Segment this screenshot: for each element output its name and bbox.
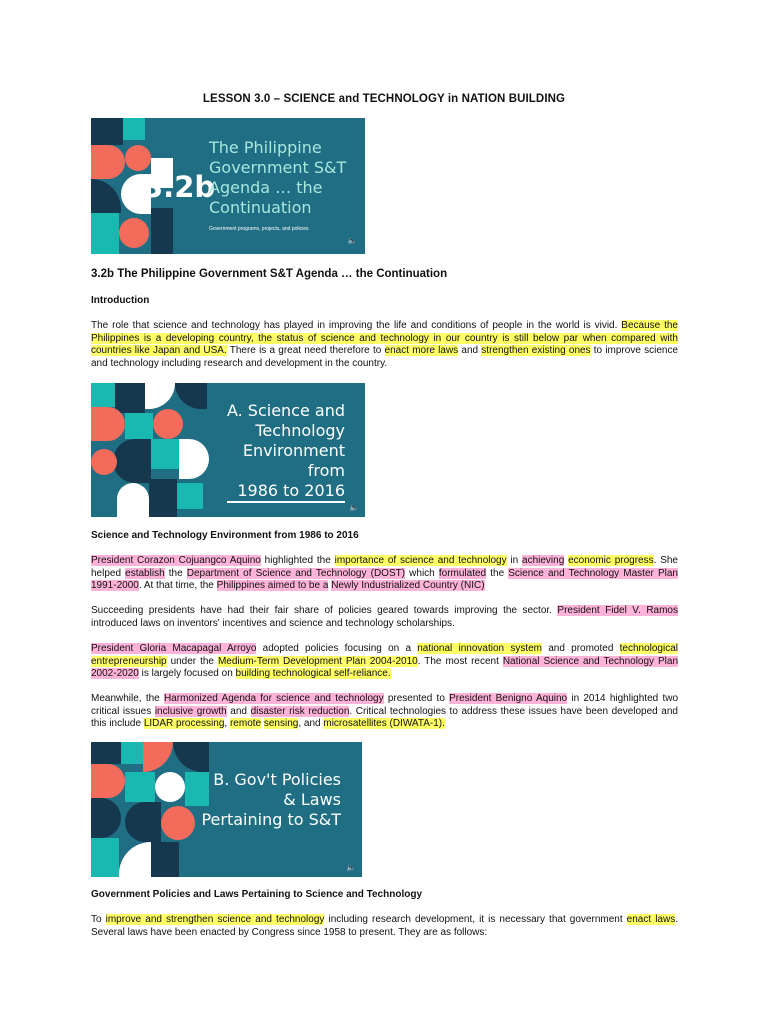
slide-shape <box>117 483 149 517</box>
slide-shape <box>125 145 151 171</box>
laws-heading: Government Policies and Laws Pertaining to Science and Technology <box>91 889 423 900</box>
slide-a <box>91 383 365 517</box>
env-paragraph-4: Meanwhile, the Harmonized Agenda for science and technology presented to President Benigno Aquino in 2014 highlighted two critical issues inclusive growth and disaster risk reduction. Critical technologies to address these issues have been developed and this include LIDAR processing, remote sensing, and microsatellites (DIWATA-1). <box>91 693 679 729</box>
slide-shape <box>91 449 117 475</box>
slide-shape <box>123 118 145 140</box>
section-heading: 3.2b The Philippine Government S&T Agenda … the Continuation <box>91 268 448 280</box>
env-paragraph-3: President Gloria Macapagal Arroyo adopted policies focusing on a national innovation system and promoted technological entrepreneurship under the Medium-Term Development Plan 2004-2010. The most recent National Science and Technology Plan 2002-2020 is largely focused on building technological self-reliance. <box>91 643 679 679</box>
slide-shape <box>115 383 145 413</box>
intro-paragraph: The role that science and technology has played in improving the life and conditions of people in the world is vivid. Because the Philippines is a developing country, the status of science and technology in our country is still below par when compared with countries like Japan and USA. There is a great need therefore to enact more laws and strengthen existing ones to improve science and technology including research and development in the country. <box>91 320 679 369</box>
slide-shape <box>125 772 155 802</box>
env-heading: Science and Technology Environment from 1986 to 2016 <box>91 530 359 541</box>
speaker-icon: 🔈 <box>347 236 357 245</box>
slide-shape <box>149 479 177 517</box>
slide-3-2b <box>91 118 365 254</box>
slide-shape <box>91 798 121 838</box>
slide-number: 3.2b <box>143 170 216 204</box>
intro-heading: Introduction <box>91 295 150 306</box>
slide-shape <box>161 806 195 840</box>
slide-shape <box>143 742 173 772</box>
slide-shape <box>125 802 161 842</box>
speaker-icon: 🔈 <box>346 863 356 872</box>
slide-shape <box>119 842 151 877</box>
slide-title: A. Science and Technology Environment from 1986 to 2016 <box>226 401 345 500</box>
slide-shape <box>125 413 153 439</box>
slide-divider <box>227 501 345 503</box>
slide-shape <box>91 179 121 213</box>
slide-shape <box>151 439 179 469</box>
slide-shape <box>151 208 173 254</box>
slide-shape <box>119 218 149 248</box>
slide-shape <box>91 213 119 254</box>
slide-shape <box>91 742 121 764</box>
slide-title: The Philippine Government S&T Agenda … the Continuation <box>209 138 347 217</box>
slide-shape <box>145 383 175 409</box>
speaker-icon: 🔈 <box>349 503 359 512</box>
slide-subtitle: Government programs, projects, and policies <box>209 226 309 232</box>
env-paragraph-2: Succeeding presidents have had their fair share of policies geared towards improving the sector. President Fidel V. Ramos introduced laws on inventors' incentives and science and technology scholarships. <box>91 605 678 629</box>
env-paragraph-1: President Corazon Cojuangco Aquino highlighted the importance of science and technology in achieving economic progress. She helped establish the Department of Science and Technology (DOST) which formulated the Science and Technology Master Plan 1991-2000. At that time, the Philippines aimed to be a Newly Industrialized Country (NIC) <box>91 555 678 591</box>
lesson-title: LESSON 3.0 – SCIENCE and TECHNOLOGY in NATION BUILDING <box>202 93 566 105</box>
slide-shape <box>151 842 179 877</box>
slide-shape <box>91 383 115 407</box>
slide-shape <box>91 764 125 798</box>
slide-shape <box>91 407 125 441</box>
laws-paragraph: To improve and strengthen science and technology including research development, it is necessary that government enact laws. Several laws have been enacted by Congress since 1958 to present. They are as follows: <box>91 914 678 938</box>
slide-shape <box>113 439 151 483</box>
slide-shape <box>91 145 125 179</box>
slide-b <box>91 742 362 877</box>
slide-shape <box>91 838 119 877</box>
slide-shape <box>91 118 123 145</box>
slide-shape <box>173 742 209 772</box>
slide-title: B. Gov't Policies & Laws Pertaining to S&T <box>201 770 341 829</box>
slide-shape <box>155 772 185 802</box>
slide-shape <box>121 742 143 764</box>
slide-shape <box>153 409 183 439</box>
slide-shape <box>177 483 203 509</box>
